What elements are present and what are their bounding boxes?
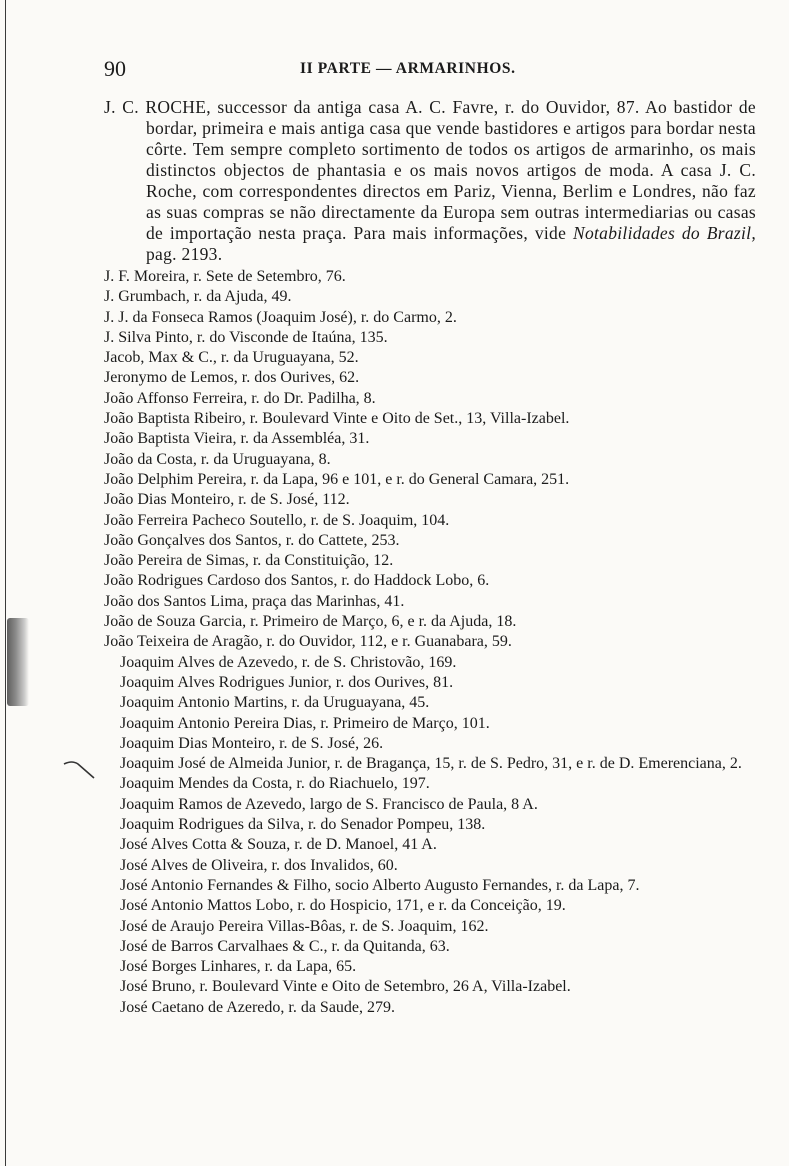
first-entry-paragraph (104, 97, 756, 265)
directory-entry: Joaquim Antonio Martins, r. da Uruguayana, 45. (120, 694, 430, 712)
directory-entry: João da Costa, r. da Uruguayana, 8. (104, 450, 331, 468)
directory-entry: Joaquim Rodrigues da Silva, r. do Senador Pompeu, 138. (120, 816, 486, 834)
directory-entry: Jacob, Max & C., r. da Uruguayana, 52. (104, 349, 359, 367)
directory-entry: J. Silva Pinto, r. do Visconde de Itaúna, 135. (104, 328, 388, 346)
first-entry-text: J. C. ROCHE, successor da antiga casa A. C. Favre, r. do Ouvidor, 87. Ao bastidor de bordar, primeira e mais antiga casa que vende bastidores e artigos para bordar nesta côrte. Tem sempre completo sortimento de todos os artigos de armarinho, os mais distinctos objectos de phantasia e os mais novos artigos de moda. A casa J. C. Roche, com correspondentes directos em Pariz, Vienna, Berlim e Londres, não faz as suas compras se não directamente da Europa sem outras intermediarias ou casas de importação nesta praça. Para mais informações, vide (104, 97, 756, 243)
directory-entry: Joaquim Ramos de Azevedo, largo de S. Francisco de Paula, 8 A. (120, 795, 538, 813)
directory-entry: José Caetano de Azeredo, r. da Saude, 279. (120, 998, 396, 1016)
directory-entry: J. Grumbach, r. da Ajuda, 49. (104, 288, 292, 306)
directory-entry: João Teixeira de Aragão, r. do Ouvidor, 112, e r. Guanabara, 59. (104, 633, 512, 651)
directory-entry: João Gonçalves dos Santos, r. do Cattete, 253. (104, 531, 400, 549)
directory-entry: José Bruno, r. Boulevard Vinte e Oito de Setembro, 26 A, Villa-Izabel. (120, 978, 571, 996)
directory-entry: Jeronymo de Lemos, r. dos Ourives, 62. (104, 369, 360, 387)
directory-entry: João dos Santos Lima, praça das Marinhas, 41. (104, 592, 405, 610)
margin-pencil-mark-icon (62, 758, 96, 780)
directory-entry: Joaquim Dias Monteiro, r. de S. José, 26. (120, 734, 384, 752)
directory-entry: João Rodrigues Cardoso dos Santos, r. do Haddock Lobo, 6. (104, 572, 490, 590)
directory-entry: João Baptista Vieira, r. da Assembléa, 31. (104, 430, 370, 448)
directory-entry: João Delphim Pereira, r. da Lapa, 96 e 101, e r. do General Camara, 251. (104, 470, 570, 488)
directory-entry: João Pereira de Simas, r. da Constituição, 12. (104, 552, 394, 570)
directory-entries (104, 267, 756, 1018)
page-number: 90 (104, 56, 126, 81)
running-head: II PARTE — ARMARINHOS. (300, 60, 516, 77)
directory-entry: João Ferreira Pacheco Soutello, r. de S. Joaquim, 104. (104, 511, 450, 529)
directory-entry: José Alves Cotta & Souza, r. de D. Manoel, 41 A. (120, 836, 437, 854)
directory-entry: José Alves de Oliveira, r. dos Invalidos, 60. (120, 856, 398, 874)
directory-entry: J. J. da Fonseca Ramos (Joaquim José), r. do Carmo, 2. (104, 308, 457, 326)
directory-entry: José Antonio Fernandes & Filho, socio Alberto Augusto Fernandes, r. da Lapa, 7. (120, 876, 640, 894)
directory-entry: Joaquim José de Almeida Junior, r. de Bragança, 15, r. de S. Pedro, 31, e r. de D. Emerenciana, 2. (120, 755, 742, 773)
page-binding-edge (5, 0, 6, 1166)
directory-entry: João Dias Monteiro, r. de S. José, 112. (104, 491, 350, 509)
directory-entry: José de Araujo Pereira Villas-Bôas, r. de S. Joaquim, 162. (120, 917, 489, 935)
directory-entry: José Borges Linhares, r. da Lapa, 65. (120, 958, 357, 976)
directory-entry: Joaquim Alves de Azevedo, r. de S. Christovão, 169. (120, 653, 457, 671)
directory-entry: Joaquim Antonio Pereira Dias, r. Primeiro de Março, 101. (120, 714, 490, 732)
directory-entry: José de Barros Carvalhaes & C., r. da Quitanda, 63. (120, 937, 450, 955)
directory-entry: João de Souza Garcia, r. Primeiro de Março, 6, e r. da Ajuda, 18. (104, 613, 517, 631)
page-content (104, 97, 756, 1018)
directory-entry: Joaquim Mendes da Costa, r. do Riachuelo, 197. (120, 775, 430, 793)
directory-entry: J. F. Moreira, r. Sete de Setembro, 76. (104, 268, 346, 285)
directory-entry: João Affonso Ferreira, r. do Dr. Padilha, 8. (104, 389, 376, 407)
directory-entry: José Antonio Mattos Lobo, r. do Hospicio, 171, e r. da Conceição, 19. (120, 897, 566, 915)
first-entry-italic: Notabilidades do Brazil, (572, 223, 756, 243)
directory-entry: João Baptista Ribeiro, r. Boulevard Vinte e Oito de Set., 13, Villa-Izabel. (104, 410, 570, 428)
binding-shadow (7, 618, 29, 706)
directory-entry: Joaquim Alves Rodrigues Junior, r. dos Ourives, 81. (120, 673, 454, 691)
first-entry-tail: pag. 2193. (146, 244, 223, 264)
